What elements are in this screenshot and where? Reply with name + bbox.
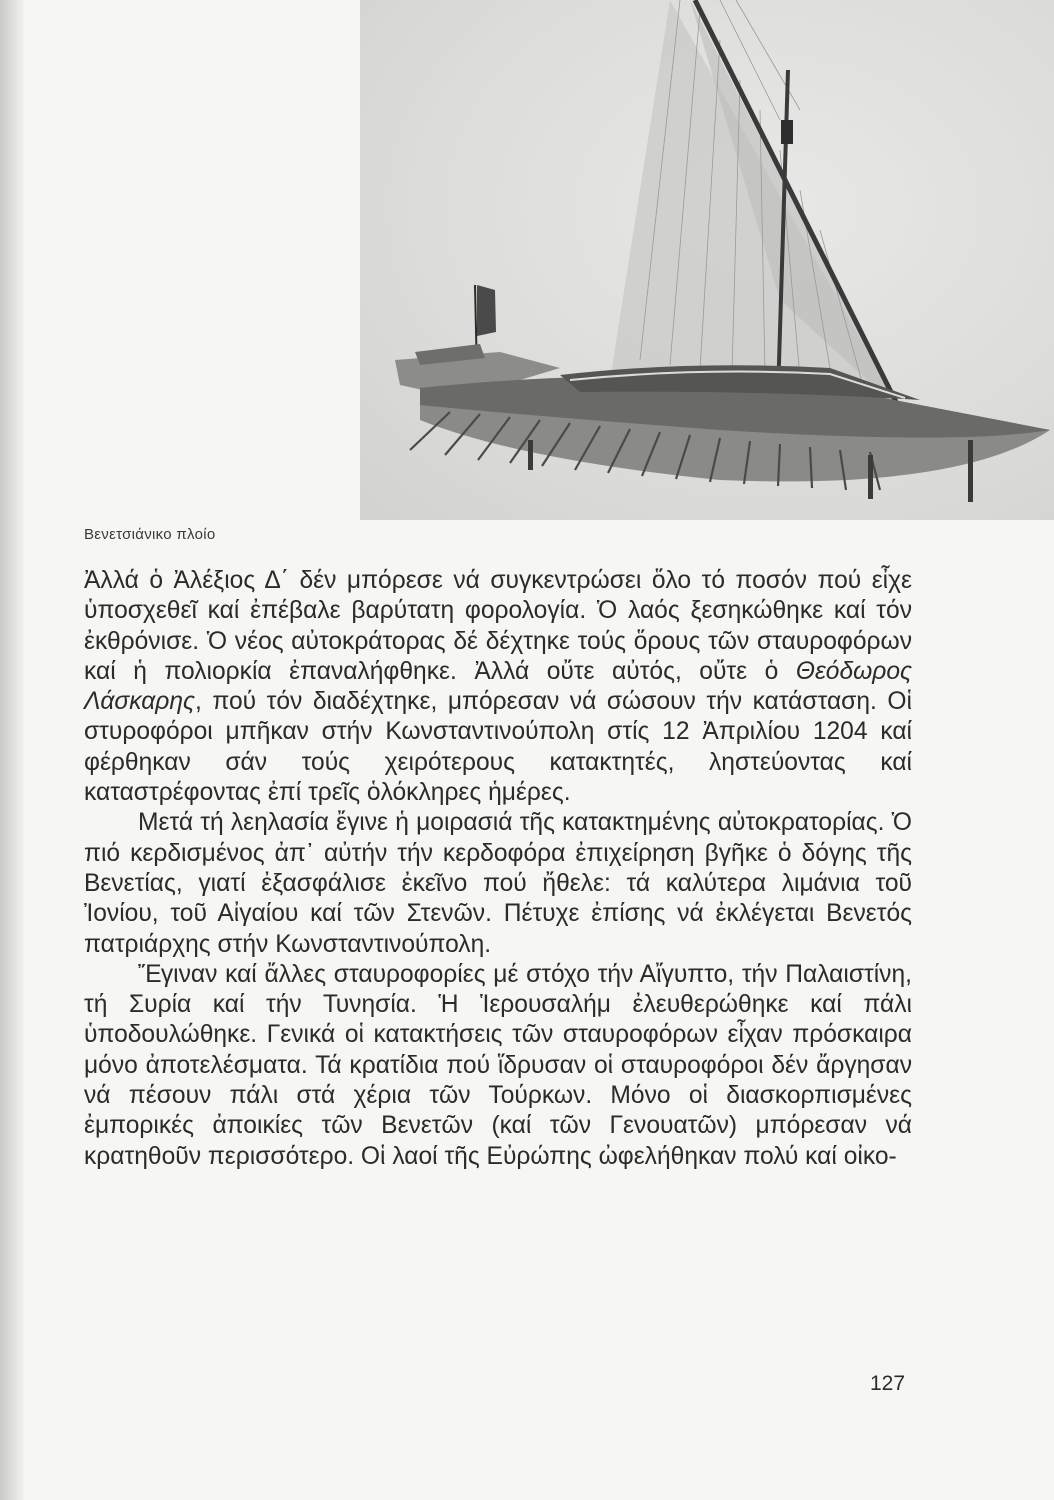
figure-caption: Βενετσιάνικο πλοίο	[84, 526, 216, 543]
person-name-italic: Θεόδωρος Λάσκαρης	[84, 657, 912, 716]
spine-shadow	[0, 0, 26, 1500]
venetian-ship-photo	[360, 0, 1054, 520]
paragraph-1-part-1: Ἀλλά ὁ Ἀλέξιος Δ΄ δέν μπόρεσε νά συγκεντρώσει ὅλο τό ποσόν πού εἶχε ὑποσχεθεῖ καί ἐπέβαλε βαρύτατη φορολογία. Ὁ λαός ξεσηκώθηκε καί τόν ἐκθρόνισε. Ὁ νέος αὐτοκράτορας δέ δέχτηκε τούς ὅρους τῶν σταυροφόρων καί ἡ πολιορκία ἐπαναλήφθηκε. Ἀλλά οὔτε αὐτός, οὔτε ὁ	[84, 567, 912, 685]
paragraph-2	[84, 808, 912, 959]
paragraph-3	[84, 960, 912, 1172]
main-text	[84, 566, 912, 1172]
page-number: 127	[870, 1372, 906, 1395]
paragraph-2-text: Μετά τή λεηλασία ἔγινε ἡ μοιρασιά τῆς κατακτημένης αὐτοκρατορίας. Ὁ πιό κερδισμένος ἀπ᾿ αὐτήν τήν κερδοφόρα ἐπιχείρηση βγῆκε ὁ δόγης τῆς Βενετίας, γιατί ἐξασφάλισε ἐκεῖνο πού ἤθελε: τά καλύτερα λιμάνια τοῦ Ἰονίου, τοῦ Αἰγαίου καί τῶν Στενῶν. Πέτυχε ἐπίσης νά ἐκλέγεται Βενετός πατριάρχης στήν Κωνσταντινούπολη.	[84, 809, 912, 958]
paragraph-1	[84, 566, 912, 808]
paragraph-3-text: Ἔγιναν καί ἄλλες σταυροφορίες μέ στόχο τήν Αἴγυπτο, τήν Παλαιστίνη, τή Συρία καί τήν Τυνησία. Ἡ Ἱερουσαλήμ ἐλευθερώθηκε καί πάλι ὑποδουλώθηκε. Γενικά οἱ κατακτήσεις τῶν σταυροφόρων εἶχαν πρόσκαιρα μόνο ἀποτελέσματα. Τά κρατίδια πού ἵδρυσαν οἱ σταυροφόροι δέν ἄργησαν νά πέσουν πάλι στά χέρια τῶν Τούρκων. Μόνο οἱ διασκορπισμένες ἐμπορικές ἀποικίες τῶν Βενετῶν (καί τῶν Γενουατῶν) μπόρεσαν νά κρατηθοῦν περισσότερο. Οἱ λαοί τῆς Εὐρώπης ὠφελήθηκαν πολύ καί οἰκο-	[84, 960, 912, 1170]
ship-photo-icon	[360, 0, 1054, 520]
paragraph-1-part-3: , πού τόν διαδέχτηκε, μπόρεσαν νά σώσουν τήν κατάσταση. Οἱ στυροφόροι μπῆκαν στήν Κωνσταντινούπολη στίς 12 Ἀπριλίου 1204 καί φέρθηκαν σάν τούς χειρότερους κατακτητές, ληστεύοντας καί καταστρέφοντας ἐπί τρεῖς ὁλόκληρες ἡμέρες.	[84, 688, 912, 807]
